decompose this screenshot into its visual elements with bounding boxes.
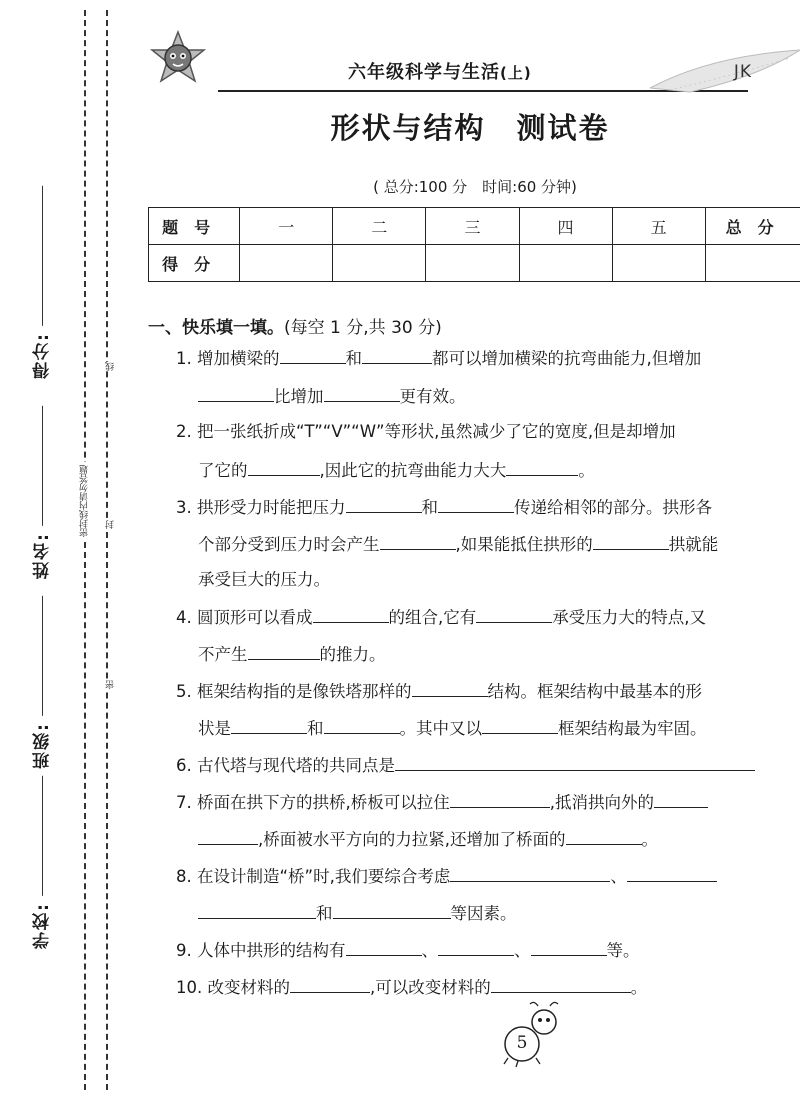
score-cell[interactable] [705, 245, 800, 282]
binding-dashed-line [106, 10, 108, 1090]
answer-blank[interactable] [231, 717, 307, 734]
question-text: ,如果能抵住拱形的 [455, 535, 593, 554]
question-line [176, 754, 755, 776]
question-text: 。 [578, 461, 595, 480]
score-table-score-row [149, 245, 800, 282]
score-write-line[interactable] [42, 186, 43, 326]
question-line [176, 976, 647, 998]
question-text: 不产生 [198, 645, 248, 664]
question-line [176, 422, 676, 442]
question-text: 4. 圆顶形可以看成 [176, 608, 313, 627]
answer-blank[interactable] [531, 939, 607, 956]
answer-blank[interactable] [248, 459, 320, 476]
series-code: JK [733, 62, 752, 82]
book-title-volume: (上) [500, 64, 532, 82]
question-line [198, 828, 658, 850]
answer-blank[interactable] [290, 976, 370, 993]
question-line [198, 902, 517, 924]
section-note: (每空 1 分,共 30 分) [284, 318, 442, 338]
seal-char: 线 [106, 362, 116, 371]
answer-blank[interactable] [362, 347, 432, 364]
question-text: 。 [641, 830, 658, 849]
question-text: ,抵消拱向外的 [549, 793, 654, 812]
answer-blank[interactable] [450, 791, 550, 808]
seal-char: 密 [106, 680, 116, 689]
answer-blank[interactable] [346, 496, 422, 513]
question-text: 、 [514, 941, 531, 960]
score-table-header-row [149, 208, 800, 245]
table-col-head: 一 [240, 208, 333, 245]
question-text: 、 [421, 941, 438, 960]
question-text: 、 [610, 867, 627, 886]
question-text: 和 [307, 719, 324, 738]
question-text: 5. 框架结构指的是像铁塔那样的 [176, 682, 412, 701]
score-cell[interactable] [519, 245, 612, 282]
question-text: 框架结构最为牢固。 [558, 719, 707, 738]
question-text: 了它的 [198, 461, 248, 480]
school-field [30, 770, 55, 949]
question-text: 更有效。 [399, 387, 466, 406]
answer-blank[interactable] [324, 717, 400, 734]
question-text: 结构。框架结构中最基本的形 [487, 682, 702, 701]
answer-blank[interactable] [313, 606, 389, 623]
answer-blank[interactable] [491, 976, 631, 993]
table-col-head: 五 [612, 208, 705, 245]
answer-blank[interactable] [654, 791, 708, 808]
answer-blank[interactable] [450, 865, 610, 882]
question-line [176, 496, 712, 518]
answer-blank[interactable] [395, 754, 755, 771]
answer-blank[interactable] [593, 533, 669, 550]
question-text: 7. 桥面在拱下方的拱桥,桥板可以拉住 [176, 793, 450, 812]
question-line [176, 791, 708, 813]
answer-blank[interactable] [198, 902, 316, 919]
question-line [176, 939, 640, 961]
answer-blank[interactable] [280, 347, 346, 364]
class-write-line[interactable] [42, 596, 43, 716]
score-label: 得分: [33, 332, 53, 379]
class-field [30, 590, 55, 769]
question-text: 比增加 [274, 387, 324, 406]
question-text: 10. 改变材料的 [176, 978, 290, 997]
answer-blank[interactable] [438, 496, 514, 513]
question-line [198, 570, 330, 590]
name-write-line[interactable] [42, 406, 43, 526]
page-header [148, 28, 800, 98]
name-label: 姓名: [33, 532, 53, 579]
answer-blank[interactable] [324, 385, 400, 402]
answer-blank[interactable] [198, 828, 258, 845]
question-text: 的推力。 [319, 645, 386, 664]
table-col-head: 四 [519, 208, 612, 245]
school-label: 学校: [33, 902, 53, 949]
question-text: 1. 增加横梁的 [176, 349, 280, 368]
page-title: 形状与结构 测试卷 [330, 111, 610, 145]
answer-blank[interactable] [248, 643, 320, 660]
question-line [176, 680, 702, 702]
question-line [176, 865, 717, 887]
question-text: 和 [421, 498, 438, 517]
answer-blank[interactable] [380, 533, 456, 550]
score-field [30, 180, 55, 379]
section-heading: 一、快乐填一填。 [148, 318, 284, 338]
question-text: 都可以增加横梁的抗弯曲能力,但增加 [432, 349, 702, 368]
question-text: 承受压力大的特点,又 [552, 608, 706, 627]
name-field [30, 400, 55, 579]
table-row-head: 题号 [149, 208, 240, 245]
question-text: 9. 人体中拱形的结构有 [176, 941, 346, 960]
question-text: ,桥面被水平方向的力拉紧,还增加了桥面的 [258, 830, 566, 849]
answer-blank[interactable] [346, 939, 422, 956]
question-line [176, 347, 701, 369]
question-text: 。其中又以 [399, 719, 482, 738]
question-text: ,因此它的抗弯曲能力大大 [319, 461, 507, 480]
score-cell[interactable] [333, 245, 426, 282]
question-text: 和 [345, 349, 362, 368]
answer-blank[interactable] [506, 459, 578, 476]
bug-mascot-icon [498, 1000, 568, 1070]
answer-blank[interactable] [476, 606, 552, 623]
answer-blank[interactable] [627, 865, 717, 882]
page-number-text: 5 [516, 1033, 528, 1053]
section-title [148, 313, 442, 338]
question-text: 承受巨大的压力。 [198, 570, 330, 589]
score-cell[interactable] [240, 245, 333, 282]
question-text: 6. 古代塔与现代塔的共同点是 [176, 756, 395, 775]
question-text: 等。 [606, 941, 640, 960]
question-line [176, 606, 706, 628]
question-text: 和 [316, 904, 333, 923]
score-cell[interactable] [426, 245, 519, 282]
answer-blank[interactable] [412, 680, 488, 697]
question-text: 状是 [198, 719, 231, 738]
seal-char: 封 [106, 520, 116, 529]
question-text: 传递给相邻的部分。拱形各 [514, 498, 712, 517]
table-col-head: 总 分 [705, 208, 800, 245]
binding-dashed-line [84, 10, 86, 1090]
exam-info: ( 总分:100 分 时间:60 分钟) [373, 178, 577, 196]
answer-blank[interactable] [482, 717, 558, 734]
answer-blank[interactable] [198, 385, 274, 402]
star-mascot-icon [148, 28, 208, 88]
book-title [348, 58, 532, 84]
question-text: 个部分受到压力时会产生 [198, 535, 380, 554]
question-text: 。 [630, 978, 648, 997]
question-line [198, 459, 595, 481]
question-line [198, 533, 718, 555]
answer-blank[interactable] [333, 902, 451, 919]
score-cell[interactable] [612, 245, 705, 282]
school-write-line[interactable] [42, 776, 43, 896]
table-col-head: 二 [333, 208, 426, 245]
class-label: 班级: [33, 722, 53, 769]
binding-margin [84, 10, 124, 1090]
table-col-head: 三 [426, 208, 519, 245]
question-line [198, 717, 707, 739]
answer-blank[interactable] [438, 939, 514, 956]
book-title-text: 六年级科学与生活 [348, 62, 500, 83]
question-text: 8. 在设计制造“桥”时,我们要综合考虑 [176, 867, 451, 886]
feather-swoosh-icon [650, 46, 800, 96]
seal-note: 密封线内请勿答题 [78, 462, 91, 540]
table-row-head: 得分 [149, 245, 240, 282]
question-text: 3. 拱形受力时能把压力 [176, 498, 346, 517]
question-text: 拱就能 [668, 535, 719, 554]
page-number [498, 1000, 568, 1070]
question-line [198, 643, 386, 665]
question-line [198, 385, 466, 407]
question-text: ,可以改变材料的 [370, 978, 491, 997]
question-text: 2. 把一张纸折成“T”“V”“W”等形状,虽然减少了它的宽度,但是却增加 [176, 422, 676, 441]
answer-blank[interactable] [566, 828, 642, 845]
question-text: 的组合,它有 [388, 608, 477, 627]
score-table [148, 207, 800, 282]
question-text: 等因素。 [450, 904, 517, 923]
